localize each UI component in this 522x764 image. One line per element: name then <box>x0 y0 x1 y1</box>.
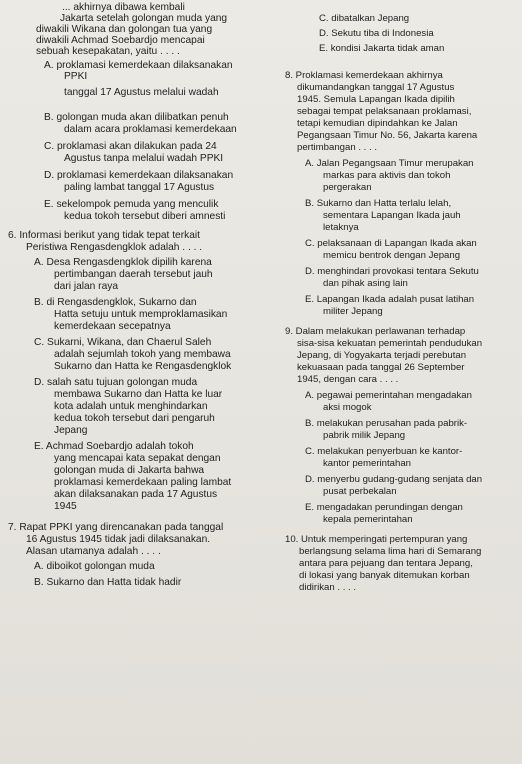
text-line: Agustus tanpa melalui wadah PPKI <box>64 153 224 164</box>
text-line: kantor pemerintahan <box>323 458 411 469</box>
text-line: pergerakan <box>323 182 372 193</box>
text-line: kedua tokoh tersebut dari pengaruh <box>54 413 215 424</box>
text-line: D. menghindari provokasi tentara Sekutu <box>305 266 479 277</box>
text-line: markas para aktivis dan tokoh <box>323 170 451 181</box>
text-line: A. Jalan Pegangsaan Timur merupakan <box>305 158 474 169</box>
text-line: 8. Proklamasi kemerdekaan akhirnya <box>285 70 443 81</box>
text-line: aksi mogok <box>323 402 372 413</box>
text-line: D. menyerbu gudang-gudang senjata dan <box>305 474 483 485</box>
text-line: C. Sukarni, Wikana, dan Chaerul Saleh <box>34 337 212 348</box>
text-line: kepala pemerintahan <box>323 514 413 525</box>
text-line: kemerdekaan secepatnya <box>54 321 171 332</box>
text-line: C. dibatalkan Jepang <box>319 13 410 24</box>
text-line: akan dilaksanakan pada 17 Agustus <box>54 489 218 500</box>
text-line: kekuasaan pada tanggal 26 September <box>297 362 465 373</box>
text-line: PPKI <box>64 71 88 82</box>
text-line: D. Sekutu tiba di Indonesia <box>319 28 434 39</box>
text-line: di lokasi yang banyak ditemukan korban <box>299 570 470 581</box>
text-line: dikumandangkan tanggal 17 Agustus <box>297 82 455 93</box>
text-line: tanggal 17 Agustus melalui wadah <box>64 87 219 98</box>
text-line: sisa-sisa kekuatan pemerintah pendudukan <box>297 338 483 349</box>
text-line: antara para pejuang dan tentara Jepang, <box>299 558 473 569</box>
text-line: E. Achmad Soebardjo adalah tokoh <box>34 441 194 452</box>
text-line: diwakili Achmad Soebardjo mencapai <box>36 35 205 46</box>
text-line: Jepang, di Yogyakarta terjadi perebutan <box>297 350 467 361</box>
text-line: D. proklamasi kemerdekaan dilaksanakan <box>44 170 234 181</box>
text-line: 1945, dengan cara . . . . <box>297 374 399 385</box>
text-line: dari jalan raya <box>54 281 118 292</box>
text-line: golongan muda di Jakarta bahwa <box>54 465 205 476</box>
text-line: B. melakukan perusahan pada pabrik- <box>305 418 468 429</box>
text-line: sebuah kesepakatan, yaitu . . . . <box>36 46 180 57</box>
text-line: didirikan . . . . <box>299 582 357 593</box>
text-line: kota adalah untuk menghindarkan <box>54 401 208 412</box>
text-line: sebagai tempat pelaksanaan proklamasi, <box>297 106 472 117</box>
text-line: Hatta setuju untuk memproklamasikan <box>54 309 228 320</box>
text-line: ... akhirnya dibawa kembali <box>62 2 185 13</box>
text-line: adalah sejumlah tokoh yang membawa <box>54 349 231 360</box>
text-line: C. melakukan penyerbuan ke kantor- <box>305 446 463 457</box>
text-line: Jepang <box>54 425 88 436</box>
text-line: Sukarno dan Hatta ke Rengasdengklok <box>54 361 232 372</box>
text-line: yang mencapai kata sepakat dengan <box>54 453 221 464</box>
text-line: Jakarta setelah golongan muda yang <box>60 13 228 24</box>
text-line: B. Sukarno dan Hatta terlalu lelah, <box>305 198 452 209</box>
text-line: B. golongan muda akan dilibatkan penuh <box>44 112 229 123</box>
text-line: membawa Sukarno dan Hatta ke luar <box>54 389 223 400</box>
text-line: dan pihak asing lain <box>323 278 408 289</box>
text-line: 7. Rapat PPKI yang direncanakan pada tanggal <box>8 522 224 533</box>
text-line: pertimbangan . . . . <box>297 142 377 153</box>
text-line: paling lambat tanggal 17 Agustus <box>64 182 215 193</box>
text-line: tetapi kemudian dipindahkan ke Jalan <box>297 118 458 129</box>
text-line: pertimbangan daerah tersebut jauh <box>54 269 213 280</box>
text-line: 16 Agustus 1945 tidak jadi dilaksanakan. <box>26 534 211 545</box>
text-line: 1945 <box>54 501 77 512</box>
text-line: C. proklamasi akan dilakukan pada 24 <box>44 141 217 152</box>
text-line: diwakili Wikana dan golongan tua yang <box>36 24 213 35</box>
text-line: 9. Dalam melakukan perlawanan terhadap <box>285 326 466 337</box>
text-line: pusat perbekalan <box>323 486 397 497</box>
text-line: Pegangsaan Timur No. 56, Jakarta karena <box>297 130 478 141</box>
text-line: A. proklamasi kemerdekaan dilaksanakan <box>44 60 233 71</box>
text-line: D. salah satu tujuan golongan muda <box>34 377 198 388</box>
text-line: dalam acara proklamasi kemerdekaan <box>64 124 237 135</box>
text-line: berlangsung selama lima hari di Semarang <box>299 546 482 557</box>
text-line: militer Jepang <box>323 306 383 317</box>
text-line: 1945. Semula Lapangan Ikada dipilih <box>297 94 455 105</box>
text-line: letaknya <box>323 222 359 233</box>
text-line: sementara Lapangan Ikada jauh <box>323 210 461 221</box>
text-line: 6. Informasi berikut yang tidak tepat terkait <box>8 230 200 241</box>
text-line: memicu bentrok dengan Jepang <box>323 250 461 261</box>
text-line: B. Sukarno dan Hatta tidak hadir <box>34 577 182 588</box>
text-line: A. pegawai pemerintahan mengadakan <box>305 390 472 401</box>
text-line: A. diboikot golongan muda <box>34 561 155 572</box>
text-line: 10. Untuk memperingati pertempuran yang <box>285 534 468 545</box>
text-line: A. Desa Rengasdengklok dipilih karena <box>34 257 212 268</box>
text-line: proklamasi kemerdekaan paling lambat <box>54 477 232 488</box>
text-line: E. Lapangan Ikada adalah pusat latihan <box>305 294 475 305</box>
text-line: Peristiwa Rengasdengklok adalah . . . . <box>26 242 203 253</box>
text-line: kedua tokoh tersebut diberi amnesti <box>64 211 226 222</box>
text-line: E. sekelompok pemuda yang menculik <box>44 199 219 210</box>
text-line: E. kondisi Jakarta tidak aman <box>319 43 445 54</box>
text-line: pabrik milik Jepang <box>323 430 406 441</box>
text-line: B. di Rengasdengklok, Sukarno dan <box>34 297 197 308</box>
text-line: C. pelaksanaan di Lapangan Ikada akan <box>305 238 477 249</box>
text-line: Alasan utamanya adalah . . . . <box>26 546 161 557</box>
text-line: E. mengadakan perundingan dengan <box>305 502 463 513</box>
